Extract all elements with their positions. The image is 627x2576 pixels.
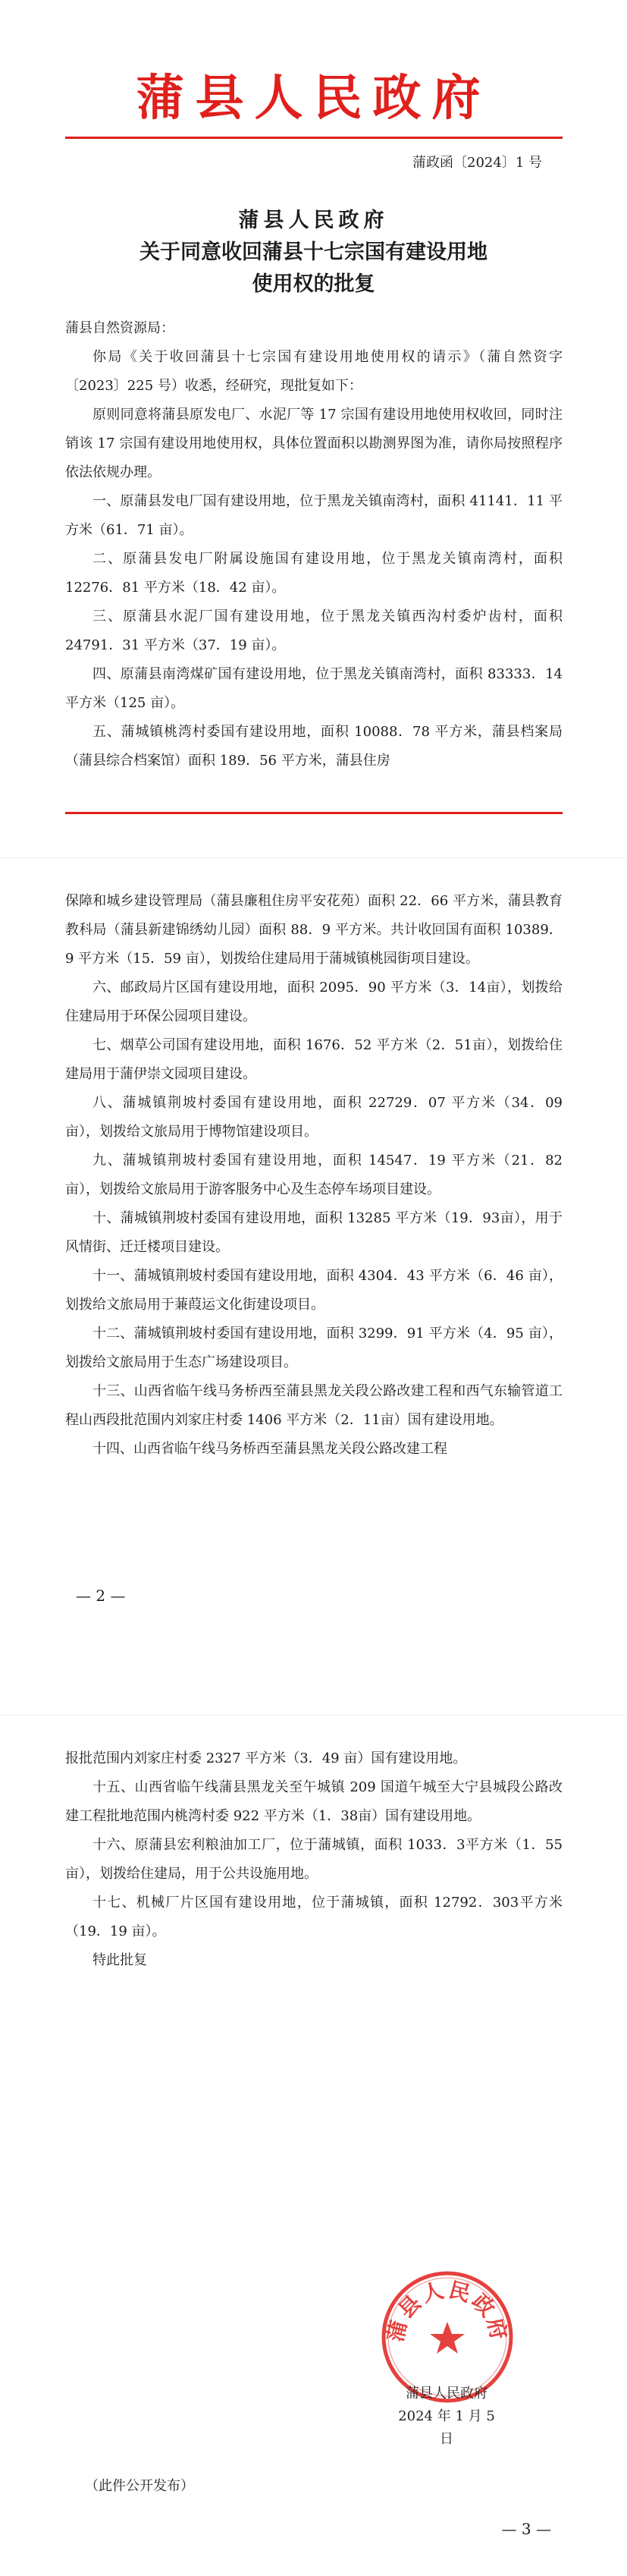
page-number-2: — 2 — bbox=[76, 1587, 126, 1605]
paragraph: 二、原蒲县发电厂附属设施国有建设用地，位于黑龙关镇南湾村，面积 12276．81 平方米（18．42 亩）。 bbox=[65, 551, 563, 596]
paragraph: 五、蒲城镇桃湾村委国有建设用地，面积 10088．78 平方米，蒲县档案局（蒲县综合档案馆）面积 189．56 平方米，蒲县住房 bbox=[65, 724, 563, 769]
paragraph: 原则同意将蒲县原发电厂、水泥厂等 17 宗国有建设用地使用权收回，同时注销该 17 宗国有建设用地使用权，具体位置面积以勘测界图为准，请你局按照程序依法依规办理。 bbox=[65, 407, 563, 480]
paragraph: 十七、机械厂片区国有建设用地，位于蒲城镇，面积 12792．303平方米（19．19 亩）。 bbox=[65, 1895, 563, 1939]
paragraph: 十三、山西省临午线马务桥西至蒲县黑龙关段公路改建工程和西气东输管道工程山西段批范围内刘家庄村委 1406 平方米（2．11亩）国有建设用地。 bbox=[65, 1383, 563, 1428]
red-divider-bottom bbox=[65, 812, 563, 814]
document-number: 蒲政函〔2024〕1 号 bbox=[412, 155, 542, 171]
title-line-1: 蒲县人民政府 bbox=[238, 209, 389, 232]
page-3 bbox=[0, 1715, 627, 2576]
closing-phrase: 特此批复 bbox=[92, 1952, 147, 1968]
page-1 bbox=[0, 0, 627, 857]
signature-org: 蒲县人民政府 bbox=[406, 2386, 487, 2401]
paragraph: 三、原蒲县水泥厂国有建设用地，位于黑龙关镇西沟村委炉齿村，面积 24791．31 平方米（37．19 亩）。 bbox=[65, 609, 563, 653]
paragraph: 十五、山西省临午线蒲县黑龙关至午城镇 209 国道午城至大宁县城段公路改建工程批地范围内桃湾村委 922 平方米（1．38亩）国有建设用地。 bbox=[65, 1779, 563, 1824]
page-2-body bbox=[65, 887, 563, 1464]
seal-text: 蒲县人民政府 bbox=[382, 2276, 513, 2345]
page-3-body bbox=[65, 1744, 563, 1975]
paragraph: 十六、原蒲县宏利粮油加工厂，位于蒲城镇，面积 1033．3平方米（1．55 亩），划拨给住建局，用于公共设施用地。 bbox=[65, 1837, 563, 1882]
paragraph: 你局《关于收回蒲县十七宗国有建设用地使用权的请示》（蒲自然资字〔2023〕225 号）收悉，经研究，现批复如下： bbox=[65, 349, 563, 394]
paragraph: 十四、山西省临午线马务桥西至蒲县黑龙关段公路改建工程 bbox=[92, 1441, 447, 1457]
signature-date: 2024 年 1 月 5 日 bbox=[398, 2408, 495, 2447]
paragraph: 报批范围内刘家庄村委 2327 平方米（3．49 亩）国有建设用地。 bbox=[65, 1750, 467, 1766]
page-number-3: — 3 — bbox=[501, 2520, 551, 2538]
paragraph: 保障和城乡建设管理局（蒲县廉租住房平安花苑）面积 22．66 平方米，蒲县教育教科局（蒲县新建锦绣幼儿园）面积 88．9 平方米。共计收回国有面积 10389．9 平方米（15．59 亩），划拨给住建局用于蒲城镇桃园街项目建设。 bbox=[65, 893, 563, 967]
red-divider-top bbox=[65, 137, 563, 139]
page-1-body bbox=[65, 314, 563, 775]
addressee: 蒲县自然资源局： bbox=[65, 320, 174, 336]
paragraph: 一、原蒲县发电厂国有建设用地，位于黑龙关镇南湾村，面积 41141．11 平方米（61．71 亩）。 bbox=[65, 493, 563, 538]
paragraph: 八、蒲城镇荆坡村委国有建设用地，面积 22729．07 平方米（34．09 亩），划拨给文旅局用于博物馆建设项目。 bbox=[65, 1095, 563, 1140]
publication-note: （此件公开发布） bbox=[85, 2478, 194, 2494]
title-line-3: 使用权的批复 bbox=[252, 272, 375, 296]
title-line-2: 关于同意收回蒲县十七宗国有建设用地 bbox=[140, 241, 487, 264]
paragraph: 四、原蒲县南湾煤矿国有建设用地，位于黑龙关镇南湾村，面积 83333．14 平方米（125 亩）。 bbox=[65, 666, 563, 711]
paragraph: 十一、蒲城镇荆坡村委国有建设用地，面积 4304．43 平方米（6．46 亩），划拨给文旅局用于蒹葭运文化街建设项目。 bbox=[65, 1268, 563, 1313]
paragraph: 六、邮政局片区国有建设用地，面积 2095．90 平方米（3．14亩），划拨给住建局用于环保公园项目建设。 bbox=[65, 980, 563, 1024]
red-header-title: 蒲县人民政府 bbox=[136, 70, 491, 127]
paragraph: 九、蒲城镇荆坡村委国有建设用地，面积 14547．19 平方米（21．82 亩），划拨给文旅局用于游客服务中心及生态停车场项目建设。 bbox=[65, 1153, 563, 1197]
page-2 bbox=[0, 857, 627, 1715]
paragraph: 七、烟草公司国有建设用地，面积 1676．52 平方米（2．51亩），划拨给住建局用于蒲伊崇文园项目建设。 bbox=[65, 1037, 563, 1082]
signature-block bbox=[390, 2383, 503, 2451]
paragraph: 十二、蒲城镇荆坡村委国有建设用地，面积 3299．91 平方米（4．95 亩），划拨给文旅局用于生态广场建设项目。 bbox=[65, 1326, 563, 1370]
paragraph: 十、蒲城镇荆坡村委国有建设用地，面积 13285 平方米（19．93亩），用于风情街、迁迁楼项目建设。 bbox=[65, 1210, 563, 1255]
